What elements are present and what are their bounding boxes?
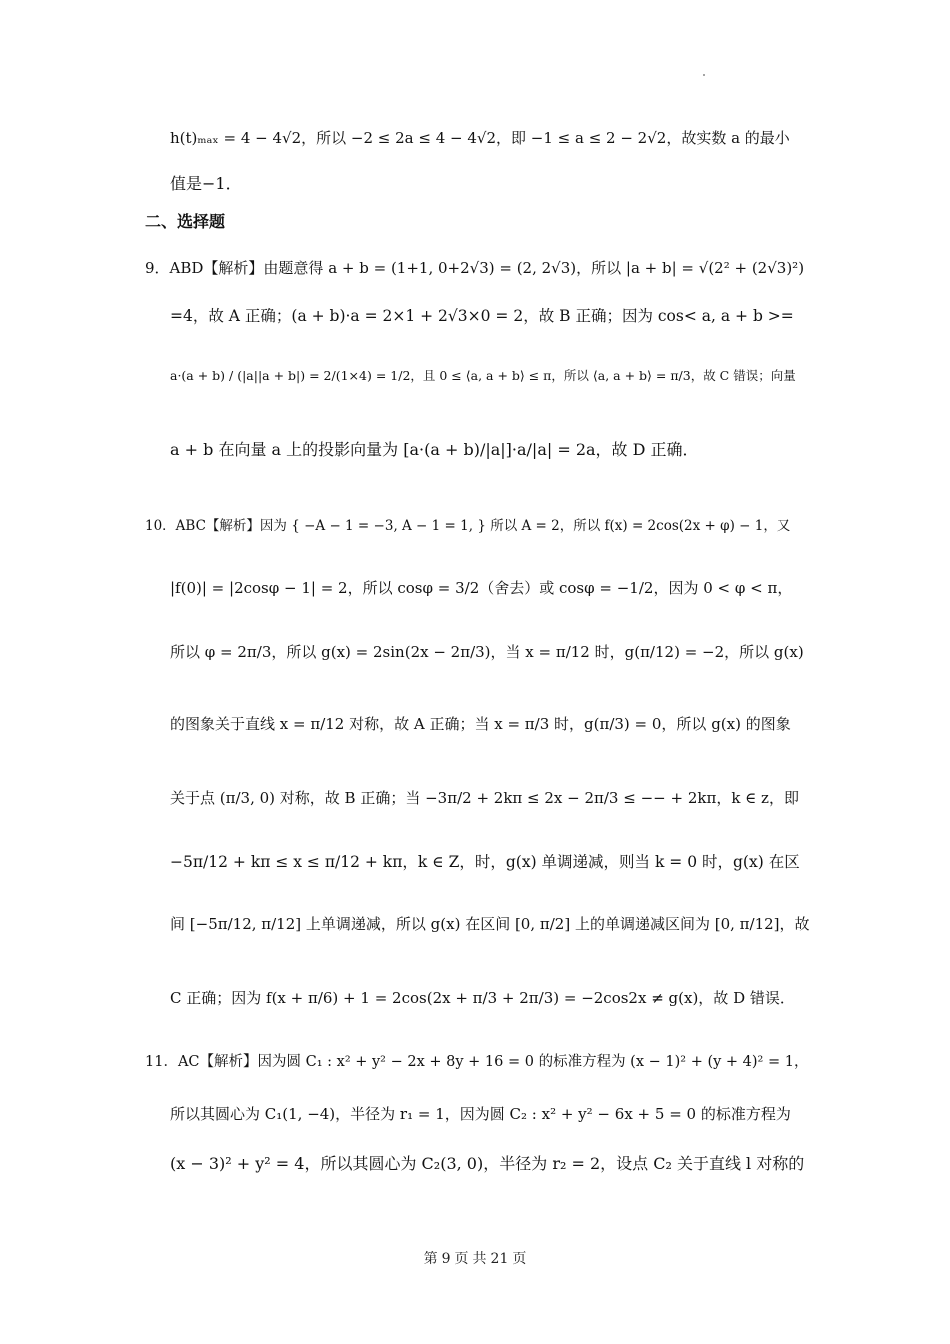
footer-total-pages: 21: [490, 1251, 509, 1267]
q9-line-2: =4，故 A 正确；(a + b)·a = 2×1 + 2√3×0 = 2，故 B 正确；因为 cos< a, a + b >=: [170, 307, 794, 325]
section-heading: 二、选择题: [145, 212, 226, 231]
q11-line-3: (x − 3)² + y² = 4，所以其圆心为 C₂(3, 0)，半径为 r₂ = 2，设点 C₂ 关于直线 l 对称的: [170, 1154, 805, 1173]
footer-label-di: 第: [423, 1251, 438, 1267]
q10-line-7: 间 [−5π/12, π/12] 上单调递减，所以 g(x) 在区间 [0, π/2] 上的单调递减区间为 [0, π/12]，故: [170, 915, 810, 933]
q10-line-1: 10．ABC【解析】因为 { −A − 1 = −3, A − 1 = 1, } 所以 A = 2，所以 f(x) = 2cos(2x + φ) − 1，又: [145, 518, 791, 534]
q10-line-5: 关于点 (π/3, 0) 对称，故 B 正确；当 −3π/2 + 2kπ ≤ 2x − 2π/3 ≤ −− + 2kπ，k ∈ z，即: [170, 789, 799, 807]
q10-line-2: |f(0)| = |2cosφ − 1| = 2，所以 cosφ = 3/2（舍去）或 cosφ = −1/2，因为 0 < φ < π，: [170, 579, 793, 597]
footer-label-gong: 共: [472, 1251, 487, 1267]
q10-line-4: 的图象关于直线 x = π/12 对称，故 A 正确；当 x = π/3 时，g(π/3) = 0，所以 g(x) 的图象: [170, 715, 791, 733]
q11-line-2: 所以其圆心为 C₁(1, −4)，半径为 r₁ = 1，因为圆 C₂ : x² + y² − 6x + 5 = 0 的标准方程为: [170, 1105, 791, 1123]
text-line-2: 值是−1．: [170, 174, 242, 193]
q9-line-3: a·(a + b) / (|a||a + b|) = 2/(1×4) = 1/2，且 0 ≤ ⟨a, a + b⟩ ≤ π，所以 ⟨a, a + b⟩ = π/3，故 C 错误；向量: [170, 368, 796, 383]
footer-label-ye: 页: [454, 1251, 469, 1267]
q10-line-6: −5π/12 + kπ ≤ x ≤ π/12 + kπ，k ∈ Z，时，g(x) 单调递减，则当 k = 0 时，g(x) 在区: [170, 853, 800, 871]
q9-line-4: a + b 在向量 a 上的投影向量为 [a·(a + b)/|a|]·a/|a| = 2a，故 D 正确．: [170, 440, 699, 459]
text-line-1: h(t)ₘₐₓ = 4 − 4√2，所以 −2 ≤ 2a ≤ 4 − 4√2，即 −1 ≤ a ≤ 2 − 2√2，故实数 a 的最小: [170, 129, 790, 147]
q11-line-1: 11．AC【解析】因为圆 C₁ : x² + y² − 2x + 8y + 16 = 0 的标准方程为 (x − 1)² + (y + 4)² = 1，: [145, 1054, 809, 1070]
footer-page-number: 9: [441, 1251, 451, 1267]
footer-label-ye-2: 页: [512, 1251, 527, 1267]
q9-line-1: 9．ABD【解析】由题意得 a + b = (1+1, 0+2√3) = (2, 2√3)，所以 |a + b| = √(2² + (2√3)²): [145, 259, 805, 277]
stray-dot: [703, 74, 705, 76]
q10-line-8: C 正确；因为 f(x + π/6) + 1 = 2cos(2x + π/3 + 2π/3) = −2cos2x ≠ g(x)，故 D 错误．: [170, 989, 795, 1007]
q10-line-3: 所以 φ = 2π/3，所以 g(x) = 2sin(2x − 2π/3)，当 x = π/12 时，g(π/12) = −2，所以 g(x): [170, 643, 804, 661]
page-footer: [0, 1248, 950, 1268]
